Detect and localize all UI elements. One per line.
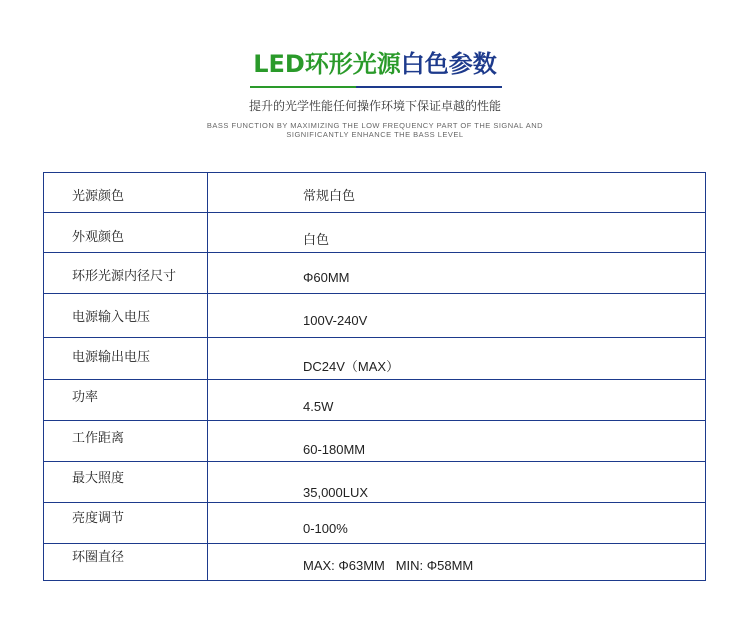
table-row — [44, 462, 705, 503]
spec-label: 电源输入电压 — [44, 294, 208, 337]
spec-value: 60-180MM — [303, 442, 366, 457]
spec-label: 电源输出电压 — [44, 338, 208, 379]
title-underline — [250, 86, 502, 88]
title-underline-accent — [250, 86, 356, 88]
table-row — [44, 338, 705, 380]
spec-label: 最大照度 — [44, 462, 208, 502]
table-row — [44, 503, 705, 544]
spec-value: 100V-240V — [303, 313, 368, 328]
spec-label: 外观颜色 — [44, 213, 208, 252]
spec-label: 亮度调节 — [44, 503, 208, 543]
table-row — [44, 380, 705, 421]
subtitle: 提升的光学性能任何操作环境下保证卓越的性能 — [248, 99, 501, 113]
table-row — [44, 421, 705, 462]
spec-label: 环圈直径 — [44, 544, 208, 580]
english-description — [190, 121, 560, 139]
spec-label: 功率 — [44, 380, 208, 420]
table-row — [44, 253, 705, 294]
spec-value: 白色 — [303, 232, 330, 247]
spec-value: 常规白色 — [303, 188, 356, 203]
spec-label: 工作距离 — [44, 421, 208, 461]
table-row — [44, 294, 705, 338]
spec-label: 环形光源内径尺寸 — [44, 253, 208, 293]
title-green-part: LED环形光源 — [253, 50, 401, 78]
spec-value: MAX: Φ63MM MIN: Φ58MM — [303, 558, 474, 573]
spec-value: DC24V（MAX） — [303, 359, 400, 374]
spec-label: 光源颜色 — [44, 173, 208, 212]
spec-value: Φ60MM — [303, 270, 350, 285]
spec-value: 4.5W — [303, 399, 334, 414]
table-row — [44, 544, 705, 580]
spec-value: 35,000LUX — [303, 485, 369, 500]
title-blue-part: 白色参数 — [400, 50, 497, 78]
english-description-line-2: SIGNIFICANTLY ENHANCE THE BASS LEVEL — [286, 130, 464, 139]
english-description-line-1: BASS FUNCTION BY MAXIMIZING THE LOW FREQUENCY PART OF THE SIGNAL AND — [206, 121, 544, 130]
page-title — [0, 48, 750, 80]
spec-value: 0-100% — [303, 521, 348, 536]
spec-table — [43, 172, 706, 581]
table-row — [44, 173, 705, 213]
table-row — [44, 213, 705, 253]
